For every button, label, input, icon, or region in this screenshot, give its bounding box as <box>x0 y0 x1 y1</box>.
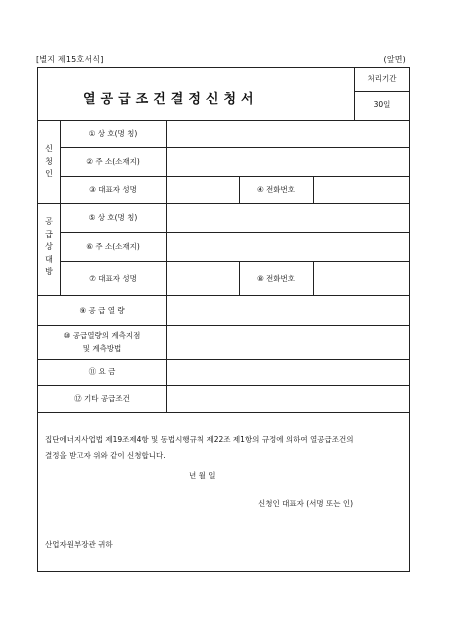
counterparty-phone-label: ⑧ 전화번호 <box>256 274 296 283</box>
applicant-phone-label: ④ 전화번호 <box>256 185 296 194</box>
fee-label: ⑪ 요 금 <box>88 367 116 376</box>
row-line <box>60 232 410 233</box>
phone-column-line <box>313 176 314 203</box>
title-bottom-line <box>38 120 410 121</box>
date-line: 년 월 일 <box>189 471 216 480</box>
other-conditions-label: ⑫ 기타 공급조건 <box>74 394 130 403</box>
metering-label-line1: ⑩ 공급열량의 계측지점 <box>63 331 141 340</box>
phone-column-line <box>313 261 314 295</box>
statement-line1: 집단에너지사업법 제19조제4항 및 동법시행규칙 제22조 제1항의 규정에 의하여 열공급조건의 <box>45 435 354 444</box>
row-line <box>60 176 410 177</box>
processing-divider <box>354 91 410 92</box>
phone-column-line <box>239 176 240 203</box>
phone-column-line <box>239 261 240 295</box>
supply-heat-label: ⑨ 공 급 열 량 <box>79 306 125 315</box>
counterparty-section-label: 공급상대방 <box>45 217 53 276</box>
counterparty-bottom-line <box>38 295 410 296</box>
processing-period-label: 처리기간 <box>367 74 397 83</box>
processing-left-line <box>354 68 355 120</box>
row-line <box>38 359 410 360</box>
applicant-section-label: 신청인 <box>45 144 53 178</box>
counterparty-name-label: ⑤ 상 호(명 칭) <box>88 213 138 222</box>
statement-line2: 결정을 받고자 위와 같이 신청합니다. <box>45 451 166 460</box>
form-title: 열공급조건결정신청서 <box>83 92 259 107</box>
applicant-rep-label: ③ 대표자 성명 <box>89 185 137 194</box>
signature-line: 신청인 대표자 (서명 또는 인) <box>258 499 354 508</box>
counterparty-address-label: ⑥ 주 소(소재지) <box>86 242 140 251</box>
row-line <box>60 147 410 148</box>
applicant-name-label: ① 상 호(명 칭) <box>88 129 138 138</box>
row-line <box>38 325 410 326</box>
applicant-bottom-line <box>38 203 410 204</box>
addressee: 산업자원부장관 귀하 <box>45 540 113 549</box>
applicant-address-label: ② 주 소(소재지) <box>86 157 140 166</box>
page-side-label: (앞면) <box>383 55 406 64</box>
label-column-line <box>166 120 167 412</box>
statement <box>45 432 405 464</box>
processing-period-value: 30일 <box>373 100 391 109</box>
row-line <box>38 412 410 413</box>
row-line <box>38 385 410 386</box>
metering-label-line2: 및 계측방법 <box>82 344 122 353</box>
row-line <box>60 261 410 262</box>
application-form <box>37 67 410 572</box>
form-number-label: [별지 제15호서식] <box>36 55 104 64</box>
section-column-line <box>60 120 61 295</box>
counterparty-rep-label: ⑦ 대표자 성명 <box>89 274 137 283</box>
